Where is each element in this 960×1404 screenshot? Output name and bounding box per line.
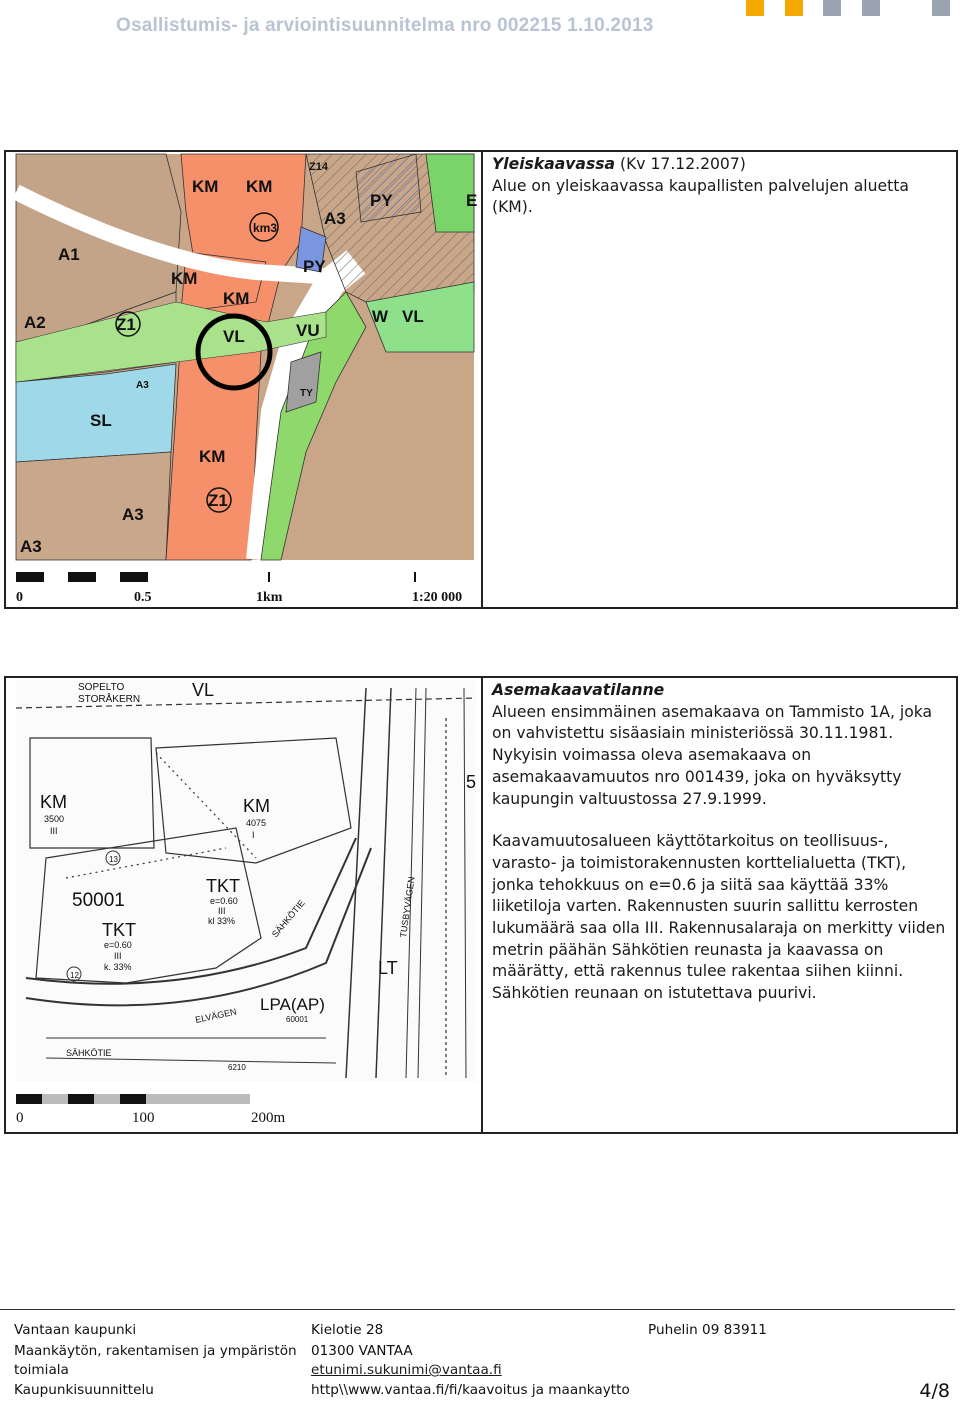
dp-label-13: 13 bbox=[109, 855, 118, 864]
dp-label-km-2: KM bbox=[243, 796, 270, 816]
dp-label-k-2: kl 33% bbox=[208, 916, 236, 926]
dp-scale-label-0: 0 bbox=[16, 1110, 24, 1126]
dp-label-lt: LT bbox=[378, 958, 398, 978]
map-label-vl-2: VL bbox=[402, 307, 424, 326]
dp-label-6210: 6210 bbox=[228, 1063, 246, 1072]
general-plan-section bbox=[4, 150, 958, 609]
map-label-a3-4: A3 bbox=[324, 209, 346, 228]
detailed-plan-map-cell bbox=[6, 678, 483, 1132]
dp-label-elvagen: ELVÄGEN bbox=[194, 1006, 238, 1025]
detailed-plan-paragraph-1: Alueen ensimmäinen asemakaava on Tammisto 1A, joka on vahvistettu sisäasiain ministeriössä 30.11.1981. Nykyisin voimassa oleva asemakaava on asemakaavamuutos nro 001439, joka on hyväksytty kaupungin valtuustossa 27.9.1999. bbox=[492, 702, 933, 808]
dp-label-tkt-2: TKT bbox=[206, 876, 240, 896]
detailed-plan-section bbox=[4, 676, 958, 1134]
dp-label-60001: 60001 bbox=[286, 1015, 309, 1024]
footer-phone: Puhelin 09 83911 bbox=[648, 1322, 767, 1338]
document-header-title: Osallistumis- ja arviointisuunnitelma nro 002215 1.10.2013 bbox=[116, 15, 654, 36]
map-label-km-3: KM bbox=[171, 269, 198, 288]
dp-label-sopelto: SOPELTO bbox=[78, 682, 125, 693]
dp-label-sahkotie-2: SÄHKÖTIE bbox=[66, 1048, 112, 1058]
page-number: 4/8 bbox=[919, 1380, 950, 1402]
map-label-a2: A2 bbox=[24, 313, 46, 332]
map-label-a3-3: A3 bbox=[136, 380, 149, 391]
footer-postal: 01300 VANTAA bbox=[311, 1343, 413, 1359]
map-label-a1: A1 bbox=[58, 245, 80, 264]
dp-label-lpa: LPA(AP) bbox=[260, 995, 325, 1014]
dp-label-vl: VL bbox=[192, 680, 215, 700]
scale-label-ratio: 1:20 000 bbox=[412, 590, 463, 605]
map-label-py-1: PY bbox=[370, 191, 393, 210]
general-plan-map-cell bbox=[6, 152, 483, 607]
map-label-z1-1: Z1 bbox=[116, 315, 136, 334]
map-label-km-4: KM bbox=[223, 289, 250, 308]
dp-label-12: 12 bbox=[70, 971, 79, 980]
footer-division: Maankäytön, rakentamisen ja ympäristön bbox=[14, 1343, 297, 1359]
map-label-e: E bbox=[466, 191, 478, 210]
footer-rule bbox=[0, 1309, 955, 1310]
map-label-z1-2: Z1 bbox=[208, 491, 228, 510]
logo-square-5 bbox=[932, 0, 950, 16]
scale-label-0-5: 0.5 bbox=[134, 590, 152, 605]
dp-label-i: I bbox=[252, 830, 255, 840]
map-label-w: W bbox=[372, 307, 389, 326]
dp-label-sahkotie-1: SÄHKÖTIE bbox=[269, 897, 307, 940]
scale-label-1km: 1km bbox=[256, 590, 283, 605]
dp-label-tusbyvagen: TUSBYVÄGEN bbox=[398, 875, 417, 939]
dp-label-km-1: KM bbox=[40, 792, 67, 812]
footer-division-2: toimiala bbox=[14, 1362, 69, 1378]
dp-label-e-2: e=0.60 bbox=[210, 896, 238, 906]
dp-label-storakern: STORÅKERN bbox=[78, 694, 141, 705]
general-plan-body: Alue on yleiskaavassa kaupallisten palvelujen aluetta (KM). bbox=[492, 176, 909, 217]
map-label-km-2: KM bbox=[246, 177, 273, 196]
map-label-km3: km3 bbox=[253, 221, 278, 235]
general-plan-map bbox=[6, 152, 481, 607]
general-plan-paragraph bbox=[492, 154, 952, 219]
dp-label-iii-3: III bbox=[218, 906, 226, 916]
general-plan-text bbox=[492, 154, 952, 219]
footer-website[interactable]: http\\www.vantaa.fi/fi/kaavoitus ja maankaytto bbox=[311, 1382, 630, 1398]
detailed-plan-text bbox=[492, 680, 947, 1005]
dp-label-e-1: e=0.60 bbox=[104, 940, 132, 950]
footer-email-link[interactable]: etunimi.sukunimi@vantaa.fi bbox=[311, 1362, 502, 1378]
general-plan-heading: Yleiskaavassa bbox=[492, 155, 616, 173]
logo-square-3 bbox=[823, 0, 841, 16]
logo-square-1 bbox=[746, 0, 764, 16]
map-label-vu: VU bbox=[296, 321, 320, 340]
map-label-ty: TY bbox=[300, 388, 313, 399]
dp-label-iii-1: III bbox=[50, 826, 58, 836]
general-plan-date: (Kv 17.12.2007) bbox=[615, 155, 746, 173]
footer-street: Kielotie 28 bbox=[311, 1322, 384, 1338]
dp-label-3500: 3500 bbox=[44, 814, 65, 824]
dp-label-k-1: k. 33% bbox=[104, 962, 132, 972]
logo-square-2 bbox=[785, 0, 803, 16]
footer-org: Vantaan kaupunki bbox=[14, 1322, 137, 1338]
map-label-z14: Z14 bbox=[309, 161, 328, 173]
dp-label-4075: 4075 bbox=[246, 818, 267, 828]
dp-label-tkt-1: TKT bbox=[102, 920, 136, 940]
map-label-py-2: PY bbox=[303, 257, 326, 276]
dp-scale-label-100: 100 bbox=[132, 1110, 155, 1126]
map-label-km-1: KM bbox=[192, 177, 219, 196]
map-label-km-5: KM bbox=[199, 447, 226, 466]
dp-scale-label-200m: 200m bbox=[251, 1110, 286, 1126]
footer-unit: Kaupunkisuunnittelu bbox=[14, 1382, 154, 1398]
map-label-a3-2: A3 bbox=[20, 537, 42, 556]
map-label-vl-1: VL bbox=[223, 327, 245, 346]
dp-label-iii-2: III bbox=[114, 951, 122, 961]
logo-square-4 bbox=[862, 0, 880, 16]
detailed-plan-map bbox=[6, 678, 481, 1083]
map-label-sl: SL bbox=[90, 411, 112, 430]
dp-label-50001: 50001 bbox=[72, 890, 125, 911]
detailed-plan-heading: Asemakaavatilanne bbox=[492, 681, 665, 699]
map-label-a3-1: A3 bbox=[122, 505, 144, 524]
dp-label-5: 5 bbox=[466, 772, 477, 792]
detailed-plan-paragraph-2: Kaavamuutosalueen käyttötarkoitus on teollisuus-, varasto- ja toimistorakennusten korttelialuetta (TKT), jonka tehokkuus on e=0.6 ja siitä saa käyttää 33% liiketiloja varten. Rakennusten suurin sallittu kerrosten lukumäärä saa olla III. Rakennusalaraja on merkitty viiden metrin päähän Sähkötien reunasta ja kaavassa on määrätty, että rakennus tulee rakentaa siihen kiinni. Sähkötien reunaan on istutettava puurivi. bbox=[492, 832, 946, 1003]
scale-label-0: 0 bbox=[16, 590, 23, 605]
